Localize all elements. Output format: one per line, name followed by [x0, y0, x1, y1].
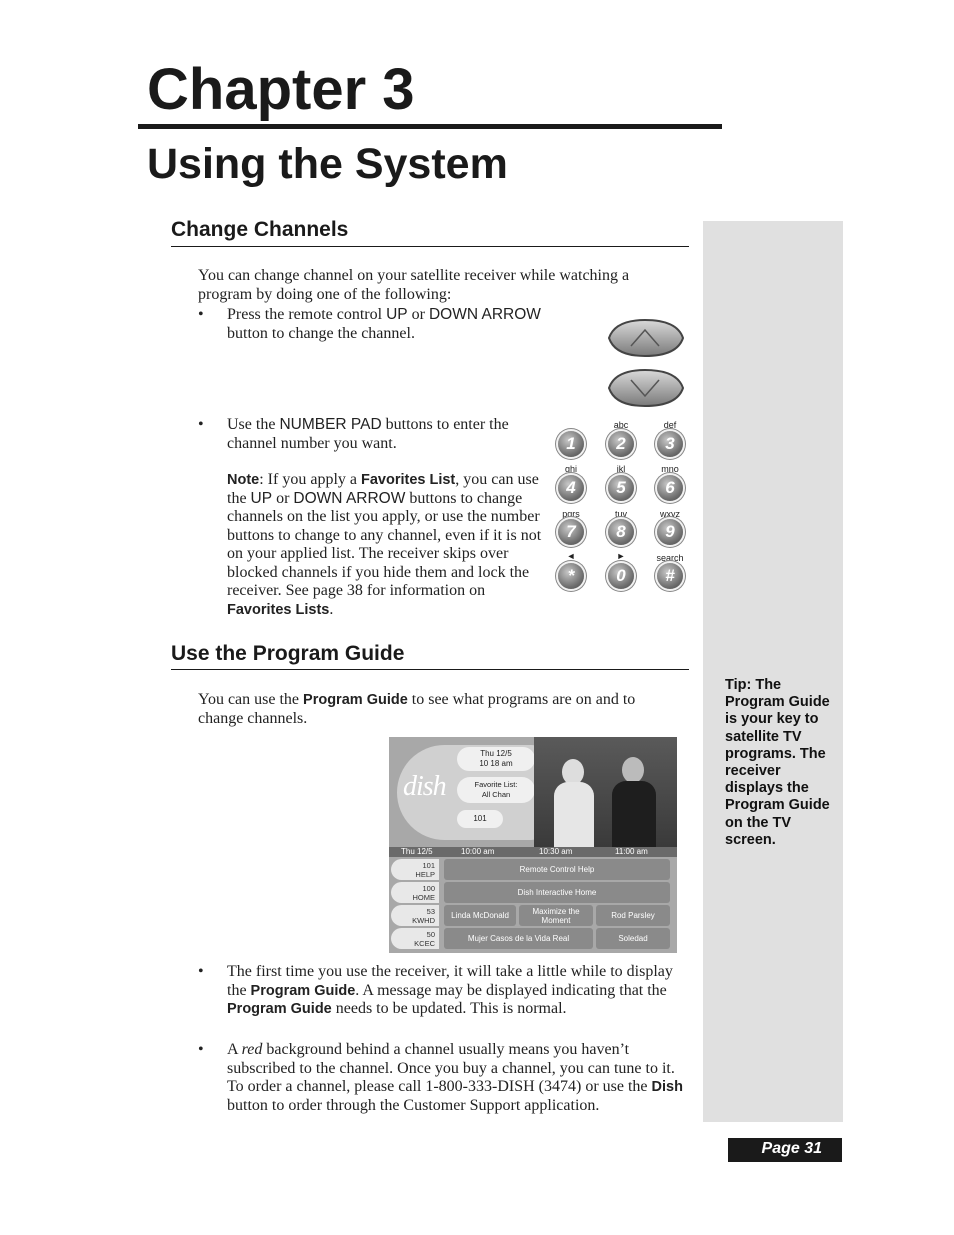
timebar-date: Thu 12/5 — [401, 847, 433, 856]
text: to see what programs are on and to change channels. — [198, 691, 636, 727]
text: or — [272, 489, 294, 507]
timebar-slot: 11:00 am — [615, 847, 648, 856]
text: , you can use the — [227, 471, 539, 507]
favorites-list-term: Favorites List — [360, 472, 456, 488]
key-pound: # — [657, 563, 683, 589]
text: buttons to change channels on the list you apply, or use the number buttons to change to any channel, even if it is not on your applied list. The receiver skips over blocked channels if you hide them and lock the receiver. See page 38 for information on — [227, 489, 542, 599]
guide-cell: Mujer Casos de la Vida Real — [444, 928, 593, 949]
sidebar-panel — [703, 221, 843, 1122]
text: buttons to enter the channel number you want. — [227, 416, 509, 452]
guide-channel-tab — [391, 882, 439, 903]
section-rule — [171, 669, 689, 670]
key-letters: search — [656, 553, 684, 563]
key-5: 5 — [608, 475, 634, 501]
text: background behind a channel usually means you haven’t subscribed to the channel. Once you buy a channel, you can tune to it. To order a channel, please call 1-800-333-DISH (3474) or use the — [227, 1041, 675, 1095]
program-guide-term: Program Guide — [303, 692, 408, 708]
text: button to order through the Customer Support application. — [227, 1096, 600, 1114]
text: Use the — [227, 416, 280, 433]
person-body — [554, 782, 594, 847]
chapter-rule — [138, 124, 722, 129]
channel-call: HELP — [415, 870, 435, 879]
program-guide-term: Program Guide — [250, 982, 356, 999]
key-letters: wxyz — [660, 509, 680, 519]
text: A — [227, 1041, 242, 1058]
key-letters: def — [663, 420, 677, 430]
key-4: 4 — [558, 475, 584, 501]
date-time-pill — [457, 747, 535, 771]
bullet-red-background — [227, 1041, 693, 1115]
page-number: Page 31 — [728, 1138, 842, 1162]
channel-call: KWHD — [412, 916, 435, 925]
key-letters: ◄ — [566, 551, 576, 561]
text: You can use the — [198, 691, 304, 708]
note-label: Note — [227, 472, 260, 488]
red-term: red — [241, 1041, 263, 1058]
program-guide-intro — [198, 691, 678, 728]
date: Thu 12/5 — [480, 749, 512, 758]
change-channels-intro: You can change channel on your satellite receiver while watching a program by doing one of the following: — [198, 267, 630, 303]
key-letters: ► — [616, 551, 626, 561]
text: : If you apply a — [259, 471, 361, 488]
guide-channel-tab — [391, 928, 439, 949]
channel-pill: 101 — [457, 810, 503, 828]
key-8: 8 — [608, 519, 634, 545]
channel-call: KCEC — [414, 939, 435, 948]
section-heading-change-channels: Change Channels — [171, 218, 349, 241]
guide-cell: Soledad — [596, 928, 670, 949]
key-letters: abc — [613, 420, 629, 430]
favorites-value: All Chan — [481, 790, 511, 799]
guide-cell: Linda McDonald — [444, 905, 516, 926]
down-arrow-icon — [609, 370, 683, 406]
section-heading-program-guide: Use the Program Guide — [171, 642, 405, 665]
channel-number: 53 — [426, 907, 435, 916]
key-letters: mno — [661, 464, 679, 474]
bullet-first-time — [227, 963, 675, 1019]
key-7: 7 — [558, 519, 584, 545]
key-letters: ghi — [564, 464, 577, 474]
bullet-number-pad — [227, 416, 547, 453]
up-arrow-icon — [609, 320, 683, 356]
down-key-text: DOWN ARROW — [293, 489, 406, 507]
video-preview — [534, 737, 677, 847]
channel-number: 101 — [422, 861, 435, 870]
program-guide-screenshot — [389, 737, 677, 953]
guide-cell: Remote Control Help — [444, 859, 670, 880]
key-0: 0 — [608, 563, 634, 589]
key-9: 9 — [657, 519, 683, 545]
bullet-marker: • — [198, 963, 204, 980]
key-letters: pqrs — [562, 509, 580, 519]
favorites-note — [227, 471, 545, 619]
text: needs to be updated. This is normal. — [331, 1000, 567, 1017]
dish-logo: dish — [403, 771, 446, 802]
chapter-label: Chapter 3 — [147, 57, 415, 122]
key-star: * — [558, 563, 584, 589]
program-guide-term: Program Guide — [227, 1001, 332, 1017]
text: . A message may be displayed indicating that the — [355, 981, 667, 999]
key-1: 1 — [558, 431, 584, 457]
bullet-marker: • — [198, 1041, 204, 1058]
person-body — [612, 781, 656, 847]
key-letters: jkl — [616, 464, 626, 474]
channel-call: HOME — [412, 893, 435, 902]
up-key-text: UP — [386, 306, 408, 323]
channel-number: 100 — [422, 884, 435, 893]
favorites-label: Favorite List: — [474, 780, 518, 789]
guide-cell: Dish Interactive Home — [444, 882, 670, 903]
favorites-pill — [457, 777, 535, 803]
down-key-text: DOWN ARROW — [428, 306, 541, 323]
time: 10 18 am — [479, 759, 513, 768]
key-2: 2 — [608, 431, 634, 457]
bullet-arrow-buttons — [227, 306, 587, 343]
text: Press the remote control — [227, 306, 387, 323]
key-letters: tuv — [614, 509, 627, 519]
dish-button-term: Dish — [651, 1079, 683, 1095]
timebar-slot: 10:30 am — [539, 847, 573, 856]
favorites-lists-term: Favorites Lists — [227, 601, 330, 618]
text: . — [329, 600, 334, 618]
sidebar-tip: Tip: The Program Guide is your key to satellite TV programs. The receiver displays the Program Guide on the TV screen. — [725, 677, 830, 848]
timebar-slot: 10:00 am — [461, 847, 495, 856]
section-rule — [171, 246, 689, 247]
guide-channel-tab — [391, 905, 439, 926]
guide-time-bar — [389, 847, 677, 857]
channel-number: 50 — [426, 930, 435, 939]
number-keypad — [555, 418, 690, 590]
text: or — [407, 306, 429, 323]
key-3: 3 — [657, 431, 683, 457]
text: The first time you use the receiver, it will take a little while to display the — [227, 963, 673, 999]
text: button to change the channel. — [227, 324, 415, 342]
guide-channel-tab — [391, 859, 439, 880]
number-pad-text: NUMBER PAD — [279, 416, 382, 433]
guide-cell: Maximize the Moment — [519, 905, 593, 926]
chapter-title: Using the System — [147, 140, 508, 188]
up-key-text: UP — [250, 489, 273, 507]
up-down-arrow-buttons-icon — [601, 316, 691, 410]
bullet-marker: • — [198, 416, 204, 433]
bullet-marker: • — [198, 306, 204, 323]
person-head — [622, 757, 644, 783]
guide-cell: Rod Parsley — [596, 905, 670, 926]
key-6: 6 — [657, 475, 683, 501]
